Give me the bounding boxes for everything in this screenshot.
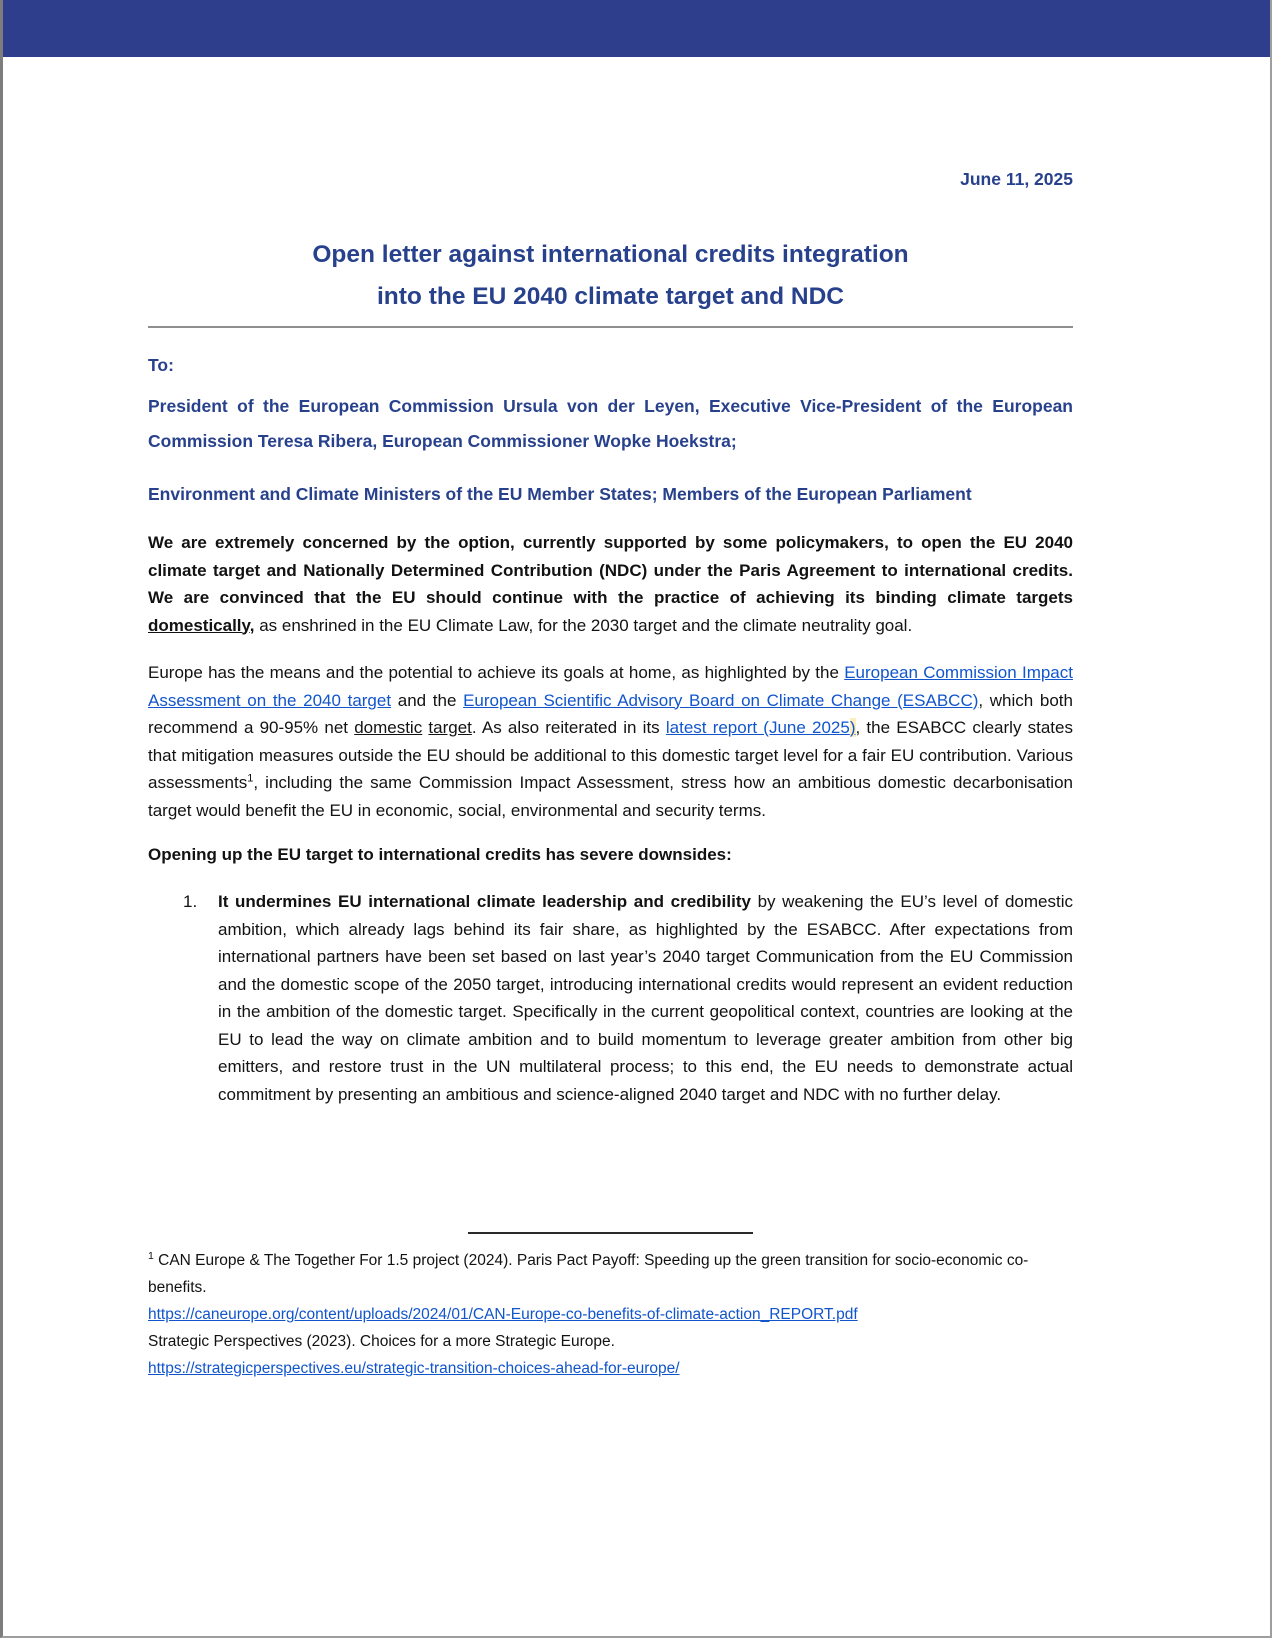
footnotes bbox=[148, 1247, 1073, 1382]
highlighted-paren: ) bbox=[849, 718, 856, 737]
recipients-to-label: To: bbox=[148, 355, 174, 375]
letter-title bbox=[148, 234, 1073, 318]
footnote-1-text: CAN Europe & The Together For 1.5 project (2024). Paris Pact Payoff: Speeding up the green transition for socio-economic co-benefits. bbox=[148, 1252, 1029, 1296]
link-commission-impact-assessment[interactable]: European Commission Impact Assessment on the 2040 target bbox=[148, 663, 1073, 710]
footnote-link-strategicperspectives[interactable]: https://strategicperspectives.eu/strategic-transition-choices-ahead-for-europe/ bbox=[148, 1360, 680, 1377]
link-esabcc[interactable]: European Scientific Advisory Board on Climate Change (ESABCC) bbox=[463, 690, 979, 710]
europe-means-text-5: , the ESABCC clearly states that mitigation measures outside the EU should be additional to this domestic target level for a fair EU contribution. Various assessments bbox=[148, 718, 1073, 792]
link-latest-report-text: latest report (June 2025 bbox=[665, 718, 850, 737]
top-banner bbox=[3, 0, 1270, 57]
target-underline: target bbox=[428, 718, 472, 737]
footnote-1-marker: 1 bbox=[148, 1249, 154, 1262]
domestically-emphasis: domestically bbox=[148, 615, 250, 635]
letter-date: June 11, 2025 bbox=[960, 169, 1073, 189]
letter-title-line-2: into the EU 2040 climate target and NDC bbox=[377, 283, 844, 310]
domestic-underline: domestic bbox=[354, 718, 423, 737]
letter-content bbox=[148, 57, 1073, 1382]
concern-bold-text: We are extremely concerned by the option, currently supported by some policymakers, to open the EU 2040 climate target and Nationally Determined Contribution (NDC) under the Paris Agreement to international credits. We are convinced that the EU should continue with the practice of achieving its binding climate targets bbox=[148, 533, 1073, 607]
letter-title-line-1: Open letter against international credits integration bbox=[312, 241, 909, 268]
list-item-1-body: by weakening the EU’s level of domestic ambition, which already lags behind its fair share, as highlighted by the ESABCC. After expectations from international partners have been set based on last year’s 2040 target Communication from the EU Commission and the domestic scope of the 2050 target, introducing international credits would represent an evident reduction in the ambition of the domestic target. Specifically in the current geopolitical context, countries are looking at the EU to lead the way on climate ambition and to build momentum to leverage greater ambition from other big emitters, and restore trust in the UN multilateral process; to this end, the EU needs to demonstrate actual commitment by presenting an ambitious and science-aligned 2040 target and NDC with no further delay. bbox=[218, 892, 1074, 1104]
recipient-group-commission: President of the European Commission Ursula von der Leyen, Executive Vice-President of the European Commission Teresa Ribera, European Commissioner Wopke Hoekstra; bbox=[148, 396, 1073, 451]
concern-regular-text: as enshrined in the EU Climate Law, for the 2030 target and the climate neutrality goal. bbox=[254, 615, 913, 635]
europe-means-text-2: and the bbox=[391, 690, 464, 710]
footnote-divider bbox=[468, 1232, 753, 1234]
paragraph-europe-means bbox=[148, 659, 1073, 824]
link-latest-report[interactable] bbox=[666, 718, 856, 737]
downsides-heading: Opening up the EU target to international credits has severe downsides: bbox=[148, 845, 732, 864]
footnote-2-text: Strategic Perspectives (2023). Choices for a more Strategic Europe. bbox=[148, 1333, 615, 1350]
recipient-group-ministers: Environment and Climate Ministers of the EU Member States; Members of the European Parliament bbox=[148, 483, 972, 504]
footnote-link-caneurope[interactable]: https://caneurope.org/content/uploads/2024/01/CAN-Europe-co-benefits-of-climate-action_REPORT.pdf bbox=[148, 1306, 858, 1323]
concern-bold-comma: , bbox=[249, 615, 255, 635]
europe-means-text-1: Europe has the means and the potential to achieve its goals at home, as highlighted by the bbox=[148, 663, 845, 682]
list-item-1-number: 1. bbox=[183, 892, 198, 911]
europe-means-text-4: . As also reiterated in its bbox=[471, 718, 666, 737]
footnote-1 bbox=[148, 1249, 1029, 1296]
paragraph-concern bbox=[148, 529, 1073, 639]
europe-means-text-6: , including the same Commission Impact Assessment, stress how an ambitious domestic decarbonisation target would benefit the EU in economic, social, environmental and security terms. bbox=[148, 773, 1073, 820]
list-item-1-lead: It undermines EU international climate leadership and credibility bbox=[218, 892, 751, 911]
list-item-1 bbox=[148, 888, 1073, 1108]
title-divider bbox=[148, 326, 1073, 328]
europe-means-text-3: , which both recommend a 90-95% net bbox=[148, 690, 1073, 737]
footnote-ref-1: 1 bbox=[247, 772, 254, 785]
